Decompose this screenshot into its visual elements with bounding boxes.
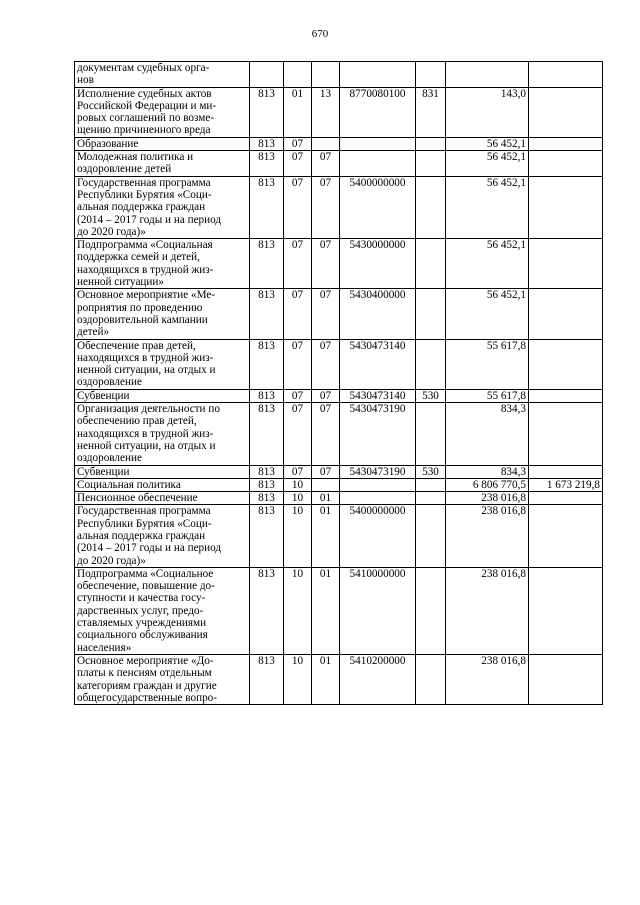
row-name-cell: Социальная политика [75,478,250,491]
row-name-cell: Подпрограмма «Социальное обеспечение, повышение до- ступности и качества госу- дарственных услуг, предо- ставляемых учреждениями социального обслуживания населения» [75,567,250,654]
expense-type-cell [416,403,446,465]
expense-type-cell [416,62,446,88]
amount-cell: 55 617,8 [446,339,529,389]
table-row [75,478,603,491]
table-row [75,239,603,289]
second-amount-cell [529,87,603,137]
amount-cell: 56 452,1 [446,137,529,150]
admin-code-cell: 813 [250,567,284,654]
subsection-code-cell: 07 [312,239,340,289]
second-amount-cell [529,137,603,150]
target-article-cell: 8770080100 [340,87,416,137]
row-name-cell: Субвенции [75,465,250,478]
table-row [75,339,603,389]
admin-code-cell: 813 [250,403,284,465]
admin-code-cell: 813 [250,654,284,704]
second-amount-cell [529,654,603,704]
section-code-cell: 07 [284,403,312,465]
expense-type-cell [416,339,446,389]
target-article-cell: 5430473190 [340,403,416,465]
target-article-cell [340,492,416,505]
admin-code-cell: 813 [250,151,284,177]
admin-code-cell: 813 [250,137,284,150]
table-row [75,389,603,402]
row-name-cell: Государственная программа Республики Бурятия «Соци- альная поддержка граждан (2014 – 2017 годы и на период до 2020 года)» [75,176,250,238]
admin-code-cell: 813 [250,339,284,389]
target-article-cell: 5400000000 [340,176,416,238]
expense-type-cell [416,654,446,704]
expense-type-cell: 831 [416,87,446,137]
section-code-cell: 10 [284,567,312,654]
amount-cell [446,62,529,88]
section-code-cell: 10 [284,492,312,505]
second-amount-cell [529,505,603,567]
subsection-code-cell: 07 [312,465,340,478]
subsection-code-cell: 07 [312,389,340,402]
subsection-code-cell: 01 [312,567,340,654]
target-article-cell: 5430400000 [340,289,416,339]
section-code-cell: 07 [284,465,312,478]
target-article-cell: 5430000000 [340,239,416,289]
second-amount-cell [529,289,603,339]
table-row [75,62,603,88]
target-article-cell: 5430473140 [340,339,416,389]
subsection-code-cell: 07 [312,176,340,238]
row-name-cell: Подпрограмма «Социальная поддержка семей и детей, находящихся в трудной жиз- ненной ситуации» [75,239,250,289]
row-name-cell: Субвенции [75,389,250,402]
row-name-cell: Исполнение судебных актов Российской Федерации и ми- ровых соглашений по возме- щению причиненного вреда [75,87,250,137]
table-body [75,62,603,705]
amount-cell: 143,0 [446,87,529,137]
table-row [75,654,603,704]
second-amount-cell [529,62,603,88]
admin-code-cell [250,62,284,88]
expense-type-cell [416,505,446,567]
amount-cell: 834,3 [446,403,529,465]
table-row [75,505,603,567]
amount-cell: 56 452,1 [446,151,529,177]
amount-cell: 55 617,8 [446,389,529,402]
table-row [75,137,603,150]
expense-type-cell [416,289,446,339]
second-amount-cell [529,492,603,505]
amount-cell: 56 452,1 [446,239,529,289]
target-article-cell [340,478,416,491]
admin-code-cell: 813 [250,289,284,339]
row-name-cell: Основное мероприятие «Ме- роприятия по проведению оздоровительной кампании детей» [75,289,250,339]
subsection-code-cell [312,62,340,88]
admin-code-cell: 813 [250,176,284,238]
target-article-cell [340,151,416,177]
amount-cell: 56 452,1 [446,176,529,238]
section-code-cell [284,62,312,88]
admin-code-cell: 813 [250,389,284,402]
amount-cell: 6 806 770,5 [446,478,529,491]
amount-cell: 56 452,1 [446,289,529,339]
table-row [75,151,603,177]
second-amount-cell [529,151,603,177]
table-row [75,492,603,505]
subsection-code-cell: 01 [312,654,340,704]
expense-type-cell [416,151,446,177]
second-amount-cell [529,465,603,478]
section-code-cell: 07 [284,339,312,389]
section-code-cell: 10 [284,654,312,704]
table-row [75,403,603,465]
second-amount-cell: 1 673 219,8 [529,478,603,491]
admin-code-cell: 813 [250,87,284,137]
admin-code-cell: 813 [250,465,284,478]
table-row [75,465,603,478]
admin-code-cell: 813 [250,239,284,289]
expense-type-cell [416,239,446,289]
table-row [75,87,603,137]
second-amount-cell [529,389,603,402]
expense-type-cell [416,567,446,654]
second-amount-cell [529,176,603,238]
row-name-cell: документам судебных орга- нов [75,62,250,88]
section-code-cell: 07 [284,151,312,177]
expense-type-cell [416,176,446,238]
target-article-cell [340,137,416,150]
subsection-code-cell: 07 [312,339,340,389]
expense-type-cell: 530 [416,465,446,478]
target-article-cell: 5430473140 [340,389,416,402]
row-name-cell: Организация деятельности по обеспечению прав детей, находящихся в трудной жиз- ненной ситуации, на отдых и оздоровление [75,403,250,465]
table-row [75,289,603,339]
expense-type-cell [416,137,446,150]
section-code-cell: 10 [284,478,312,491]
amount-cell: 238 016,8 [446,492,529,505]
row-name-cell: Государственная программа Республики Бурятия «Соци- альная поддержка граждан (2014 – 2017 годы и на период до 2020 года)» [75,505,250,567]
expense-type-cell [416,492,446,505]
section-code-cell: 07 [284,389,312,402]
section-code-cell: 07 [284,176,312,238]
row-name-cell: Образование [75,137,250,150]
section-code-cell: 07 [284,137,312,150]
budget-table [74,61,603,705]
subsection-code-cell: 07 [312,151,340,177]
subsection-code-cell: 01 [312,492,340,505]
admin-code-cell: 813 [250,505,284,567]
section-code-cell: 07 [284,239,312,289]
subsection-code-cell: 13 [312,87,340,137]
target-article-cell [340,62,416,88]
row-name-cell: Пенсионное обеспечение [75,492,250,505]
row-name-cell: Основное мероприятие «До- платы к пенсиям отдельным категориям граждан и другие общегосударственные вопро- [75,654,250,704]
subsection-code-cell: 07 [312,289,340,339]
admin-code-cell: 813 [250,492,284,505]
page-number: 670 [311,28,329,40]
expense-type-cell [416,478,446,491]
row-name-cell: Молодежная политика и оздоровление детей [75,151,250,177]
table-row [75,176,603,238]
amount-cell: 238 016,8 [446,654,529,704]
amount-cell: 238 016,8 [446,567,529,654]
expense-type-cell: 530 [416,389,446,402]
target-article-cell: 5430473190 [340,465,416,478]
subsection-code-cell: 07 [312,403,340,465]
admin-code-cell: 813 [250,478,284,491]
section-code-cell: 01 [284,87,312,137]
subsection-code-cell [312,137,340,150]
second-amount-cell [529,239,603,289]
amount-cell: 834,3 [446,465,529,478]
second-amount-cell [529,339,603,389]
table-row [75,567,603,654]
target-article-cell: 5400000000 [340,505,416,567]
target-article-cell: 5410200000 [340,654,416,704]
subsection-code-cell: 01 [312,505,340,567]
target-article-cell: 5410000000 [340,567,416,654]
row-name-cell: Обеспечение прав детей, находящихся в трудной жиз- ненной ситуации, на отдых и оздоровление [75,339,250,389]
second-amount-cell [529,403,603,465]
second-amount-cell [529,567,603,654]
section-code-cell: 10 [284,505,312,567]
section-code-cell: 07 [284,289,312,339]
amount-cell: 238 016,8 [446,505,529,567]
subsection-code-cell [312,478,340,491]
